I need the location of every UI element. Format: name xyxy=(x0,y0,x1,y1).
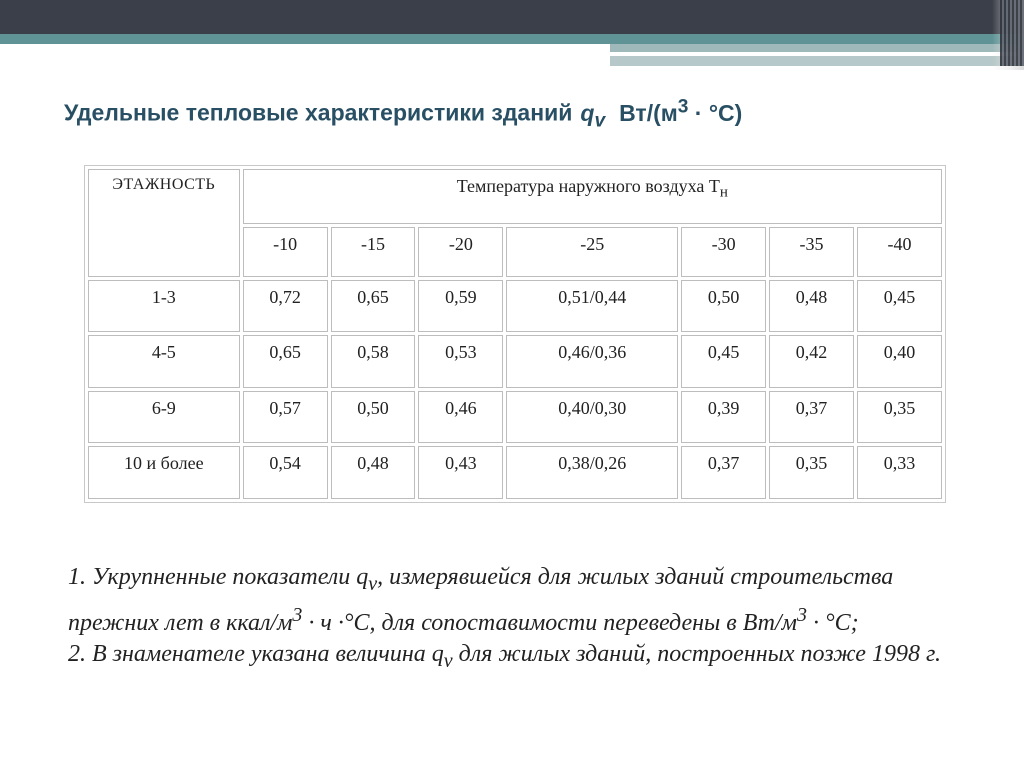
temp-col-header: -30 xyxy=(681,227,766,277)
title-unit: $Вт/(м^3 \cdot ^\circ С)$ xyxy=(619,96,743,126)
value-cell: 0,72 xyxy=(243,280,328,333)
value-cell: 0,57 xyxy=(243,391,328,444)
slide-accent-stripe-2 xyxy=(610,44,1024,52)
value-cell: 0,42 xyxy=(769,335,854,388)
table-row xyxy=(88,446,942,499)
value-cell: 0,39 xyxy=(681,391,766,444)
value-cell: 0,38/0,26 xyxy=(506,446,678,499)
floors-cell: 1-3 xyxy=(88,280,240,333)
value-cell: 0,48 xyxy=(769,280,854,333)
value-cell: 0,43 xyxy=(418,446,503,499)
table-row xyxy=(88,335,942,388)
slide-header-bar xyxy=(0,0,1024,34)
temp-col-header: -15 xyxy=(331,227,416,277)
value-cell: 0,48 xyxy=(331,446,416,499)
value-cell: 0,53 xyxy=(418,335,503,388)
value-cell: 0,45 xyxy=(857,280,942,333)
table-row xyxy=(88,280,942,333)
value-cell: 0,37 xyxy=(681,446,766,499)
value-cell: 0,46 xyxy=(418,391,503,444)
value-cell: 0,50 xyxy=(681,280,766,333)
table-row xyxy=(88,391,942,444)
footnotes xyxy=(68,562,948,677)
floors-cell: 10 и более xyxy=(88,446,240,499)
floors-header: ЭТАЖНОСТЬ xyxy=(88,169,240,277)
value-cell: 0,45 xyxy=(681,335,766,388)
value-cell: 0,65 xyxy=(243,335,328,388)
value-cell: 0,51/0,44 xyxy=(506,280,678,333)
value-cell: 0,37 xyxy=(769,391,854,444)
slide-corner-lines xyxy=(1000,0,1024,66)
temp-col-header: -20 xyxy=(418,227,503,277)
temp-col-header: -25 xyxy=(506,227,678,277)
value-cell: 0,40 xyxy=(857,335,942,388)
slide-accent-stripe-3 xyxy=(610,56,1024,66)
title-symbol-sub: v xyxy=(594,110,606,132)
temp-col-header: -35 xyxy=(769,227,854,277)
value-cell: 0,35 xyxy=(857,391,942,444)
slide-title xyxy=(64,96,742,132)
floors-cell: 6-9 xyxy=(88,391,240,444)
floors-cell: 4-5 xyxy=(88,335,240,388)
value-cell: 0,58 xyxy=(331,335,416,388)
value-cell: 0,50 xyxy=(331,391,416,444)
value-cell: 0,54 xyxy=(243,446,328,499)
value-cell: 0,65 xyxy=(331,280,416,333)
temp-col-header: -40 xyxy=(857,227,942,277)
temp-col-header: -10 xyxy=(243,227,328,277)
title-text: Удельные тепловые характеристики зданий xyxy=(64,99,573,126)
footnote-2: 2. В знаменателе указана величина $q_v$ для жилых зданий, построенных позже 1998 г. xyxy=(68,640,941,672)
title-symbol: $q_v$ xyxy=(580,99,606,132)
footnote-1: 1. Укрупненные показатели $q_v$, измерявшейся для жилых зданий строительства прежних лет в ккал/$м^3 \cdot ч \cdot^\circ С$, для сопоставимости переведены в $Вт/м^3 \cdot ^\circ С$; xyxy=(68,564,894,636)
heat-characteristics-table xyxy=(84,165,946,503)
value-cell: 0,35 xyxy=(769,446,854,499)
value-cell: 0,40/0,30 xyxy=(506,391,678,444)
value-cell: 0,46/0,36 xyxy=(506,335,678,388)
slide-accent-stripe xyxy=(0,34,1024,44)
value-cell: 0,59 xyxy=(418,280,503,333)
value-cell: 0,33 xyxy=(857,446,942,499)
temperature-header: Температура наружного воздуха $Т_н$ xyxy=(243,169,942,224)
